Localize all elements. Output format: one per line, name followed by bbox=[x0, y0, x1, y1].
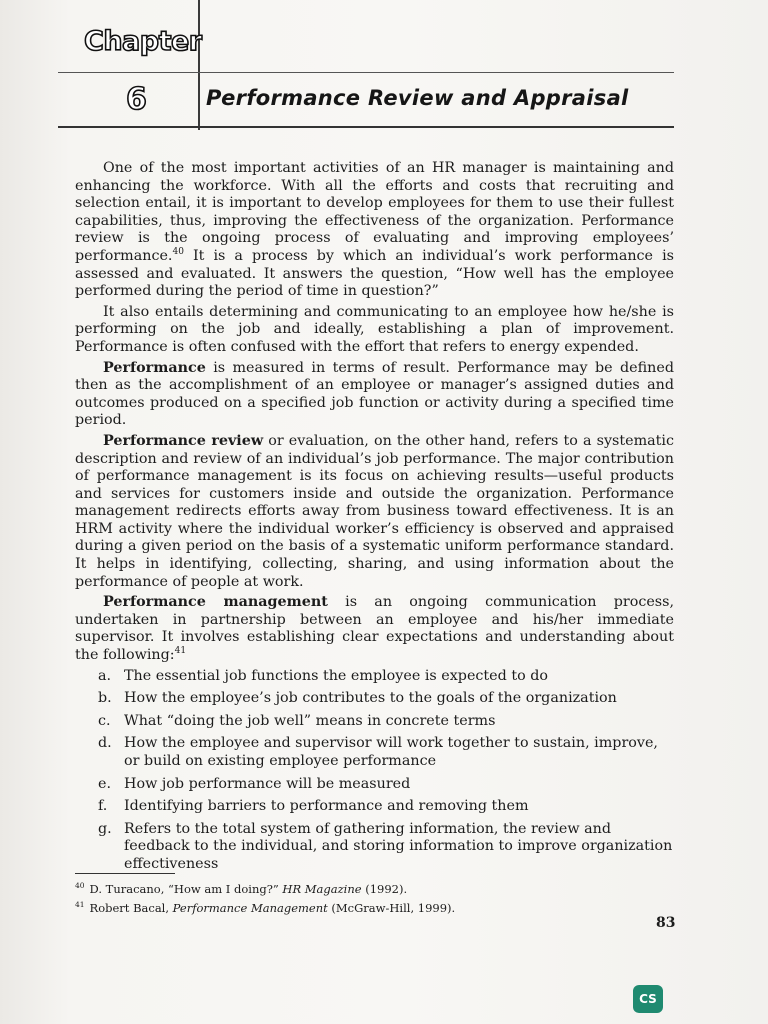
list-item bbox=[75, 821, 674, 874]
header-vertical-rule bbox=[198, 0, 200, 130]
body-text bbox=[75, 160, 674, 879]
footnote-rule bbox=[75, 873, 175, 874]
list-item bbox=[75, 668, 674, 686]
footnote-text: Robert Bacal, bbox=[89, 900, 173, 915]
list-label: d. bbox=[98, 735, 112, 752]
header-bottom-rule bbox=[58, 126, 674, 128]
lettered-list bbox=[75, 668, 674, 874]
list-text: The essential job functions the employee is expected to do bbox=[124, 667, 548, 684]
paragraph-1 bbox=[75, 160, 674, 301]
footnotes bbox=[75, 878, 675, 916]
term-bold: Performance review bbox=[103, 432, 264, 449]
paragraph-text: One of the most important activities of an HR manager is maintaining and enhancing the workforce. With all the efforts and costs that recruiting and selection entail, it is important to develop employees for them to use their fullest capabilities, thus, improving the effectiveness of the organization. Performance review is the ongoing process of evaluating and improving employees’ performance. bbox=[75, 160, 674, 264]
paragraph-text: is measured in terms of result. Performance may be defined then as the accomplishment of an employee or manager’s assigned duties and outcomes produced on a specified job function or activity during a specified time period. bbox=[75, 359, 674, 429]
list-text: How job performance will be measured bbox=[124, 775, 411, 792]
scanner-app-icon: CS bbox=[633, 985, 663, 1013]
term-bold: Performance bbox=[103, 359, 206, 376]
list-item bbox=[75, 713, 674, 731]
paragraph-3 bbox=[75, 360, 674, 430]
list-text: What “doing the job well” means in concrete terms bbox=[124, 712, 496, 729]
list-label: e. bbox=[98, 775, 112, 792]
footnote bbox=[75, 897, 675, 916]
list-item bbox=[75, 735, 674, 770]
term-bold: Performance management bbox=[103, 594, 328, 611]
footnote-text-tail: (1992). bbox=[361, 881, 408, 896]
page-number: 83 bbox=[656, 915, 676, 931]
paragraph-text: is an ongoing communication process, undertaken in partnership between an employee and his/her immediate supervisor. It involves establishing clear expectations and understanding about the following: bbox=[75, 594, 674, 664]
paragraph-5 bbox=[75, 594, 674, 664]
list-text: Refers to the total system of gathering information, the review and feedback to the individual, and storing information to improve organization effectiveness bbox=[124, 820, 673, 872]
header-top-rule bbox=[58, 72, 674, 73]
footnote-number: 41 bbox=[75, 899, 85, 909]
footnote-text-tail: (McGraw-Hill, 1999). bbox=[327, 900, 456, 915]
list-label: f. bbox=[98, 798, 108, 815]
list-label: a. bbox=[98, 667, 112, 684]
list-item bbox=[75, 798, 674, 816]
list-text: How the employee’s job contributes to the goals of the organization bbox=[124, 690, 617, 707]
footnote-ref: 40 bbox=[172, 247, 184, 258]
chapter-title: Performance Review and Appraisal bbox=[206, 86, 629, 110]
list-item bbox=[75, 776, 674, 794]
footnote bbox=[75, 878, 675, 897]
list-text: Identifying barriers to performance and removing them bbox=[124, 798, 529, 815]
chapter-number: 6 bbox=[126, 82, 147, 117]
list-label: c. bbox=[98, 712, 111, 729]
list-label: g. bbox=[98, 820, 112, 837]
footnote-text: D. Turacano, “How am I doing?” bbox=[89, 881, 283, 896]
list-text: How the employee and supervisor will work together to sustain, improve, or build on existing employee performance bbox=[124, 735, 658, 769]
footnote-source: HR Magazine bbox=[282, 881, 362, 896]
paragraph-2 bbox=[75, 304, 674, 357]
paragraph-text: or evaluation, on the other hand, refers to a systematic description and review of an individual’s job performance. The major contribution of performance management is its focus on achieving results—useful products and services for customers inside and outside the organization. Performance management redirects efforts away from business toward effectiveness. It is an HRM activity where the individual worker’s efficiency is observed and appraised during a given period on the basis of a systematic uniform performance standard. It helps in identifying, collecting, sharing, and using information about the performance of people at work. bbox=[75, 432, 674, 590]
list-label: b. bbox=[98, 690, 112, 707]
paragraph-text: It also entails determining and communicating to an employee how he/she is performing on the job and ideally, establishing a plan of improvement. Performance is often confused with the effort that refers to energy expended. bbox=[75, 303, 674, 355]
footnote-number: 40 bbox=[75, 881, 85, 890]
footnote-ref: 41 bbox=[174, 646, 187, 657]
footnote-source: Performance Management bbox=[172, 900, 328, 915]
paragraph-4 bbox=[75, 433, 674, 591]
chapter-label: Chapter bbox=[84, 26, 202, 57]
list-item bbox=[75, 690, 674, 708]
paragraph-text-tail: It is a process by which an individual’s work performance is assessed and evaluated. It answers the question, “How well has the employee performed during the period of time in question?” bbox=[75, 247, 674, 300]
